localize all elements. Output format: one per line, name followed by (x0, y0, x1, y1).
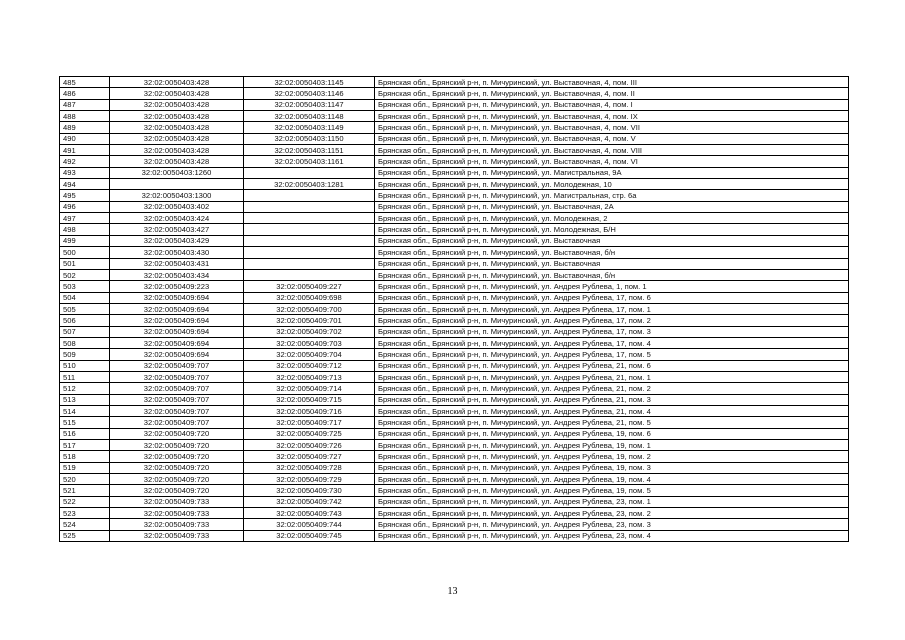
row-number-cell: 517 (60, 440, 110, 451)
table-row (60, 77, 849, 88)
table-row (60, 383, 849, 394)
table-row (60, 485, 849, 496)
cadastral-number-cell (244, 258, 375, 269)
row-number-cell: 522 (60, 496, 110, 507)
parent-cadastral-number-cell: 32:02:0050403:428 (110, 145, 244, 156)
row-number-cell: 510 (60, 360, 110, 371)
cadastral-number-cell: 32:02:0050409:743 (244, 508, 375, 519)
cadastral-number-cell: 32:02:0050403:1161 (244, 156, 375, 167)
table-row (60, 167, 849, 178)
cadastral-number-cell: 32:02:0050409:704 (244, 349, 375, 360)
table-row (60, 474, 849, 485)
parent-cadastral-number-cell: 32:02:0050403:424 (110, 213, 244, 224)
cadastral-number-cell: 32:02:0050409:726 (244, 440, 375, 451)
table-row (60, 122, 849, 133)
parent-cadastral-number-cell: 32:02:0050409:707 (110, 405, 244, 416)
table-row (60, 99, 849, 110)
row-number-cell: 521 (60, 485, 110, 496)
cadastral-number-cell: 32:02:0050409:729 (244, 474, 375, 485)
cadastral-number-cell (244, 213, 375, 224)
cadastral-number-cell: 32:02:0050403:1147 (244, 99, 375, 110)
parent-cadastral-number-cell: 32:02:0050403:431 (110, 258, 244, 269)
row-number-cell: 488 (60, 111, 110, 122)
parent-cadastral-number-cell: 32:02:0050403:428 (110, 111, 244, 122)
table-row (60, 292, 849, 303)
address-cell: Брянская обл., Брянский р-н, п. Мичуринский, ул. Магистральная, стр. 6а (375, 190, 849, 201)
parent-cadastral-number-cell: 32:02:0050409:720 (110, 451, 244, 462)
parent-cadastral-number-cell: 32:02:0050409:707 (110, 360, 244, 371)
parent-cadastral-number-cell: 32:02:0050409:733 (110, 508, 244, 519)
cadastral-number-cell: 32:02:0050403:1148 (244, 111, 375, 122)
row-number-cell: 504 (60, 292, 110, 303)
table-row (60, 303, 849, 314)
parent-cadastral-number-cell: 32:02:0050403:430 (110, 247, 244, 258)
address-cell: Брянская обл., Брянский р-н, п. Мичуринский, ул. Андрея Рублева, 19, пом. 1 (375, 440, 849, 451)
address-cell: Брянская обл., Брянский р-н, п. Мичуринский, ул. Выставочная, 4, пом. VI (375, 156, 849, 167)
cadastral-number-cell (244, 201, 375, 212)
table-row (60, 337, 849, 348)
row-number-cell: 501 (60, 258, 110, 269)
parent-cadastral-number-cell: 32:02:0050403:434 (110, 269, 244, 280)
row-number-cell: 511 (60, 371, 110, 382)
table-row (60, 394, 849, 405)
address-cell: Брянская обл., Брянский р-н, п. Мичуринский, ул. Выставочная, 4, пом. VII (375, 122, 849, 133)
address-cell: Брянская обл., Брянский р-н, п. Мичуринский, ул. Выставочная, 4, пом. V (375, 133, 849, 144)
cadastral-number-cell: 32:02:0050409:715 (244, 394, 375, 405)
row-number-cell: 502 (60, 269, 110, 280)
cadastral-number-cell: 32:02:0050409:703 (244, 337, 375, 348)
cadastral-number-cell: 32:02:0050403:1281 (244, 179, 375, 190)
table-row (60, 258, 849, 269)
row-number-cell: 489 (60, 122, 110, 133)
address-cell: Брянская обл., Брянский р-н, п. Мичуринский, ул. Андрея Рублева, 19, пом. 5 (375, 485, 849, 496)
row-number-cell: 513 (60, 394, 110, 405)
row-number-cell: 518 (60, 451, 110, 462)
table-row (60, 496, 849, 507)
cadastral-number-cell: 32:02:0050409:744 (244, 519, 375, 530)
table-row (60, 235, 849, 246)
cadastral-number-cell: 32:02:0050409:742 (244, 496, 375, 507)
address-cell: Брянская обл., Брянский р-н, п. Мичуринский, ул. Выставочная, 4, пом. IX (375, 111, 849, 122)
address-cell: Брянская обл., Брянский р-н, п. Мичуринский, ул. Андрея Рублева, 23, пом. 1 (375, 496, 849, 507)
table-row (60, 519, 849, 530)
address-cell: Брянская обл., Брянский р-н, п. Мичуринский, ул. Андрея Рублева, 21, пом. 5 (375, 417, 849, 428)
cadastral-number-cell: 32:02:0050409:712 (244, 360, 375, 371)
address-cell: Брянская обл., Брянский р-н, п. Мичуринский, ул. Магистральная, 9А (375, 167, 849, 178)
cadastral-number-cell (244, 247, 375, 258)
cadastral-number-cell: 32:02:0050409:725 (244, 428, 375, 439)
address-cell: Брянская обл., Брянский р-н, п. Мичуринский, ул. Андрея Рублева, 21, пом. 2 (375, 383, 849, 394)
cadastral-number-cell (244, 224, 375, 235)
parent-cadastral-number-cell: 32:02:0050409:694 (110, 337, 244, 348)
parent-cadastral-number-cell: 32:02:0050403:428 (110, 133, 244, 144)
table-row (60, 451, 849, 462)
address-cell: Брянская обл., Брянский р-н, п. Мичуринский, ул. Выставочная, б/н (375, 247, 849, 258)
table-row (60, 145, 849, 156)
address-cell: Брянская обл., Брянский р-н, п. Мичуринский, ул. Молодежная, 2 (375, 213, 849, 224)
address-cell: Брянская обл., Брянский р-н, п. Мичуринский, ул. Андрея Рублева, 17, пом. 6 (375, 292, 849, 303)
row-number-cell: 519 (60, 462, 110, 473)
parent-cadastral-number-cell: 32:02:0050409:733 (110, 519, 244, 530)
address-cell: Брянская обл., Брянский р-н, п. Мичуринский, ул. Андрея Рублева, 21, пом. 3 (375, 394, 849, 405)
address-cell: Брянская обл., Брянский р-н, п. Мичуринский, ул. Выставочная, 4, пом. VIII (375, 145, 849, 156)
address-cell: Брянская обл., Брянский р-н, п. Мичуринский, ул. Молодежная, Б/Н (375, 224, 849, 235)
row-number-cell: 500 (60, 247, 110, 258)
cadastral-number-cell: 32:02:0050403:1151 (244, 145, 375, 156)
table-row (60, 405, 849, 416)
cadastral-number-cell: 32:02:0050409:717 (244, 417, 375, 428)
parent-cadastral-number-cell: 32:02:0050409:694 (110, 292, 244, 303)
row-number-cell: 515 (60, 417, 110, 428)
row-number-cell: 508 (60, 337, 110, 348)
row-number-cell: 494 (60, 179, 110, 190)
row-number-cell: 516 (60, 428, 110, 439)
table-row (60, 371, 849, 382)
table-row (60, 530, 849, 541)
row-number-cell: 486 (60, 88, 110, 99)
address-cell: Брянская обл., Брянский р-н, п. Мичуринский, ул. Андрея Рублева, 21, пом. 6 (375, 360, 849, 371)
table-row (60, 360, 849, 371)
parent-cadastral-number-cell: 32:02:0050409:694 (110, 303, 244, 314)
row-number-cell: 520 (60, 474, 110, 485)
row-number-cell: 492 (60, 156, 110, 167)
parent-cadastral-number-cell: 32:02:0050409:720 (110, 428, 244, 439)
property-registry-table (59, 76, 849, 542)
row-number-cell: 524 (60, 519, 110, 530)
address-cell: Брянская обл., Брянский р-н, п. Мичуринский, ул. Андрея Рублева, 17, пом. 3 (375, 326, 849, 337)
row-number-cell: 498 (60, 224, 110, 235)
cadastral-number-cell: 32:02:0050403:1145 (244, 77, 375, 88)
address-cell: Брянская обл., Брянский р-н, п. Мичуринский, ул. Андрея Рублева, 19, пом. 6 (375, 428, 849, 439)
parent-cadastral-number-cell: 32:02:0050409:720 (110, 440, 244, 451)
parent-cadastral-number-cell: 32:02:0050409:707 (110, 394, 244, 405)
address-cell: Брянская обл., Брянский р-н, п. Мичуринский, ул. Андрея Рублева, 17, пом. 4 (375, 337, 849, 348)
parent-cadastral-number-cell: 32:02:0050409:707 (110, 383, 244, 394)
parent-cadastral-number-cell: 32:02:0050409:720 (110, 474, 244, 485)
address-cell: Брянская обл., Брянский р-н, п. Мичуринский, ул. Выставочная, 4, пом. III (375, 77, 849, 88)
row-number-cell: 525 (60, 530, 110, 541)
parent-cadastral-number-cell: 32:02:0050409:694 (110, 326, 244, 337)
parent-cadastral-number-cell: 32:02:0050403:428 (110, 88, 244, 99)
parent-cadastral-number-cell: 32:02:0050409:733 (110, 530, 244, 541)
parent-cadastral-number-cell: 32:02:0050403:427 (110, 224, 244, 235)
table-row (60, 156, 849, 167)
address-cell: Брянская обл., Брянский р-н, п. Мичуринский, ул. Андрея Рублева, 19, пом. 4 (375, 474, 849, 485)
address-cell: Брянская обл., Брянский р-н, п. Мичуринский, ул. Выставочная, б/н (375, 269, 849, 280)
address-cell: Брянская обл., Брянский р-н, п. Мичуринский, ул. Выставочная, 2А (375, 201, 849, 212)
row-number-cell: 493 (60, 167, 110, 178)
cadastral-number-cell: 32:02:0050409:700 (244, 303, 375, 314)
address-cell: Брянская обл., Брянский р-н, п. Мичуринский, ул. Андрея Рублева, 19, пом. 3 (375, 462, 849, 473)
address-cell: Брянская обл., Брянский р-н, п. Мичуринский, ул. Андрея Рублева, 17, пом. 1 (375, 303, 849, 314)
address-cell: Брянская обл., Брянский р-н, п. Мичуринский, ул. Андрея Рублева, 17, пом. 5 (375, 349, 849, 360)
cadastral-number-cell (244, 269, 375, 280)
row-number-cell: 503 (60, 281, 110, 292)
cadastral-number-cell: 32:02:0050409:727 (244, 451, 375, 462)
address-cell: Брянская обл., Брянский р-н, п. Мичуринский, ул. Андрея Рублева, 21, пом. 1 (375, 371, 849, 382)
address-cell: Брянская обл., Брянский р-н, п. Мичуринский, ул. Андрея Рублева, 17, пом. 2 (375, 315, 849, 326)
table-row (60, 417, 849, 428)
cadastral-number-cell: 32:02:0050409:702 (244, 326, 375, 337)
row-number-cell: 485 (60, 77, 110, 88)
row-number-cell: 497 (60, 213, 110, 224)
parent-cadastral-number-cell: 32:02:0050403:402 (110, 201, 244, 212)
row-number-cell: 509 (60, 349, 110, 360)
parent-cadastral-number-cell: 32:02:0050409:707 (110, 371, 244, 382)
table-row (60, 213, 849, 224)
row-number-cell: 506 (60, 315, 110, 326)
parent-cadastral-number-cell: 32:02:0050403:428 (110, 122, 244, 133)
address-cell: Брянская обл., Брянский р-н, п. Мичуринский, ул. Андрея Рублева, 1, пом. 1 (375, 281, 849, 292)
parent-cadastral-number-cell (110, 179, 244, 190)
row-number-cell: 487 (60, 99, 110, 110)
address-cell: Брянская обл., Брянский р-н, п. Мичуринский, ул. Андрея Рублева, 21, пом. 4 (375, 405, 849, 416)
address-cell: Брянская обл., Брянский р-н, п. Мичуринский, ул. Выставочная (375, 258, 849, 269)
parent-cadastral-number-cell: 32:02:0050403:429 (110, 235, 244, 246)
address-cell: Брянская обл., Брянский р-н, п. Мичуринский, ул. Андрея Рублева, 23, пом. 3 (375, 519, 849, 530)
registry-table-body (60, 77, 849, 542)
address-cell: Брянская обл., Брянский р-н, п. Мичуринский, ул. Молодежная, 10 (375, 179, 849, 190)
page-number: 13 (447, 586, 458, 597)
table-row (60, 224, 849, 235)
table-row (60, 349, 849, 360)
parent-cadastral-number-cell: 32:02:0050403:428 (110, 77, 244, 88)
table-row (60, 88, 849, 99)
table-row (60, 428, 849, 439)
row-number-cell: 514 (60, 405, 110, 416)
row-number-cell: 512 (60, 383, 110, 394)
parent-cadastral-number-cell: 32:02:0050403:1300 (110, 190, 244, 201)
cadastral-number-cell: 32:02:0050403:1146 (244, 88, 375, 99)
parent-cadastral-number-cell: 32:02:0050409:733 (110, 496, 244, 507)
row-number-cell: 496 (60, 201, 110, 212)
table-row (60, 190, 849, 201)
address-cell: Брянская обл., Брянский р-н, п. Мичуринский, ул. Андрея Рублева, 19, пом. 2 (375, 451, 849, 462)
table-row (60, 111, 849, 122)
address-cell: Брянская обл., Брянский р-н, п. Мичуринский, ул. Андрея Рублева, 23, пом. 2 (375, 508, 849, 519)
parent-cadastral-number-cell: 32:02:0050403:428 (110, 156, 244, 167)
address-cell: Брянская обл., Брянский р-н, п. Мичуринский, ул. Выставочная (375, 235, 849, 246)
document-page (59, 76, 849, 542)
cadastral-number-cell (244, 235, 375, 246)
table-row (60, 201, 849, 212)
table-row (60, 133, 849, 144)
cadastral-number-cell: 32:02:0050409:713 (244, 371, 375, 382)
cadastral-number-cell: 32:02:0050409:701 (244, 315, 375, 326)
cadastral-number-cell: 32:02:0050409:745 (244, 530, 375, 541)
cadastral-number-cell: 32:02:0050409:716 (244, 405, 375, 416)
table-row (60, 315, 849, 326)
row-number-cell: 499 (60, 235, 110, 246)
cadastral-number-cell: 32:02:0050409:730 (244, 485, 375, 496)
cadastral-number-cell (244, 167, 375, 178)
cadastral-number-cell: 32:02:0050409:227 (244, 281, 375, 292)
table-row (60, 269, 849, 280)
cadastral-number-cell (244, 190, 375, 201)
table-row (60, 508, 849, 519)
row-number-cell: 523 (60, 508, 110, 519)
cadastral-number-cell: 32:02:0050409:714 (244, 383, 375, 394)
parent-cadastral-number-cell: 32:02:0050403:1260 (110, 167, 244, 178)
cadastral-number-cell: 32:02:0050403:1149 (244, 122, 375, 133)
row-number-cell: 495 (60, 190, 110, 201)
row-number-cell: 507 (60, 326, 110, 337)
parent-cadastral-number-cell: 32:02:0050409:694 (110, 349, 244, 360)
table-row (60, 247, 849, 258)
address-cell: Брянская обл., Брянский р-н, п. Мичуринский, ул. Выставочная, 4, пом. I (375, 99, 849, 110)
parent-cadastral-number-cell: 32:02:0050409:707 (110, 417, 244, 428)
parent-cadastral-number-cell: 32:02:0050409:694 (110, 315, 244, 326)
cadastral-number-cell: 32:02:0050409:698 (244, 292, 375, 303)
table-row (60, 179, 849, 190)
table-row (60, 326, 849, 337)
parent-cadastral-number-cell: 32:02:0050409:720 (110, 485, 244, 496)
parent-cadastral-number-cell: 32:02:0050409:223 (110, 281, 244, 292)
table-row (60, 281, 849, 292)
address-cell: Брянская обл., Брянский р-н, п. Мичуринский, ул. Андрея Рублева, 23, пом. 4 (375, 530, 849, 541)
address-cell: Брянская обл., Брянский р-н, п. Мичуринский, ул. Выставочная, 4, пом. II (375, 88, 849, 99)
row-number-cell: 490 (60, 133, 110, 144)
row-number-cell: 491 (60, 145, 110, 156)
table-row (60, 440, 849, 451)
row-number-cell: 505 (60, 303, 110, 314)
parent-cadastral-number-cell: 32:02:0050403:428 (110, 99, 244, 110)
parent-cadastral-number-cell: 32:02:0050409:720 (110, 462, 244, 473)
table-row (60, 462, 849, 473)
cadastral-number-cell: 32:02:0050409:728 (244, 462, 375, 473)
cadastral-number-cell: 32:02:0050403:1150 (244, 133, 375, 144)
